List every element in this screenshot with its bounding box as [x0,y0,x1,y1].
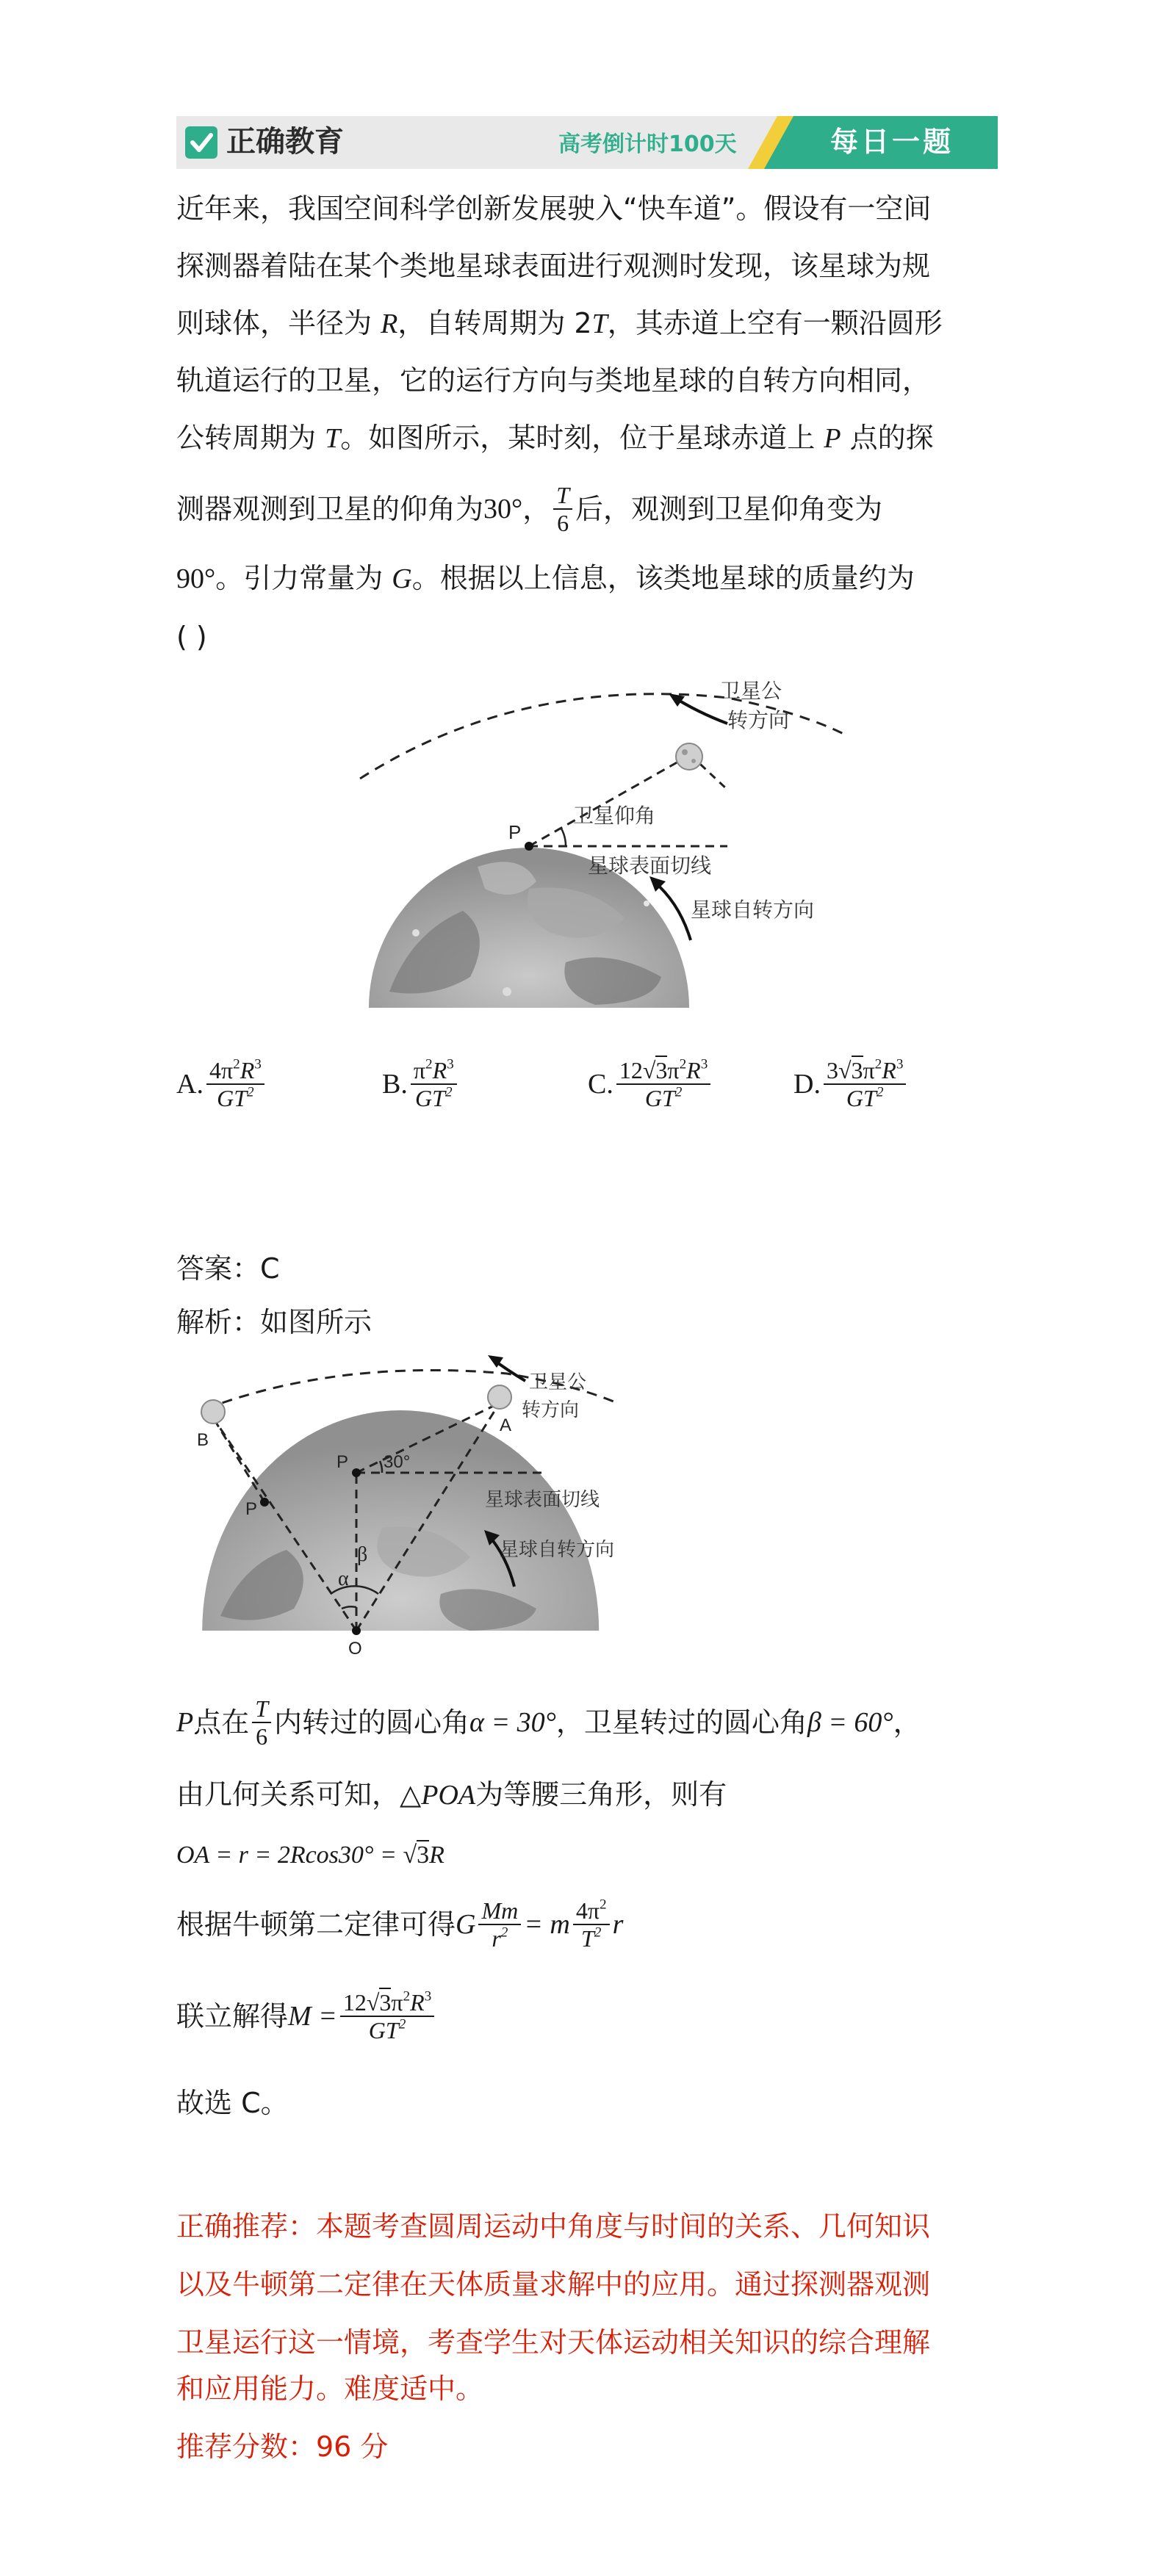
analysis-intro: 解析：如图所示 [176,1306,373,1338]
figure-1-diagram [345,668,860,1014]
solution-line-5: 联立解得 M = $\frac{12√3\pi^2R^3}{GT^2}$ [176,1976,437,2057]
label-alpha: α [338,1567,349,1590]
label-orbit-direction-2: 转方向 [727,708,790,732]
question-line-5: 公转周期为 T。如图所示，某时刻，位于星球赤道上 P 点的探 [176,422,934,454]
satellite-b-icon [201,1400,225,1424]
label-p-prime: P [245,1499,258,1519]
label-beta: β [357,1543,368,1566]
question-line-4: 轨道运行的卫星，它的运行方向与类地星球的自转方向相同， [176,364,931,397]
solution-line-1: P 点在 $\frac{T}{6}$ 内转过的圆心角 α = 30° ，卫星转过的圆心角 β = 60° ， [176,1695,921,1750]
label-orbit-direction-1: 卫星公 [720,679,782,703]
label-a: A [500,1415,512,1435]
question-line-3: 则球体，半径为 R，自转周期为 2T，其赤道上空有一颗沿圆形 [176,307,943,339]
label-tangent-2: 星球表面切线 [485,1489,600,1511]
question-line-1: 近年来，我国空间科学创新发展驶入“快车道”。假设有一空间 [176,192,932,225]
option-b-fraction: $\frac{\pi^2R^3}{GT^2}$ [411,1057,457,1111]
recommend-score: 推荐分数：96 分 [176,2431,389,2463]
label-spin-direction: 星球自转方向 [691,898,815,922]
figure-2-diagram [191,1352,661,1660]
solution-line-2: 由几何关系可知，△POA为等腰三角形，则有 [176,1778,727,1811]
answer-text: 答案：C [176,1252,280,1285]
recommend-line-3: 卫星运行这一情境，考查学生对天体运动相关知识的综合理解 [176,2326,931,2359]
solution-line-4: 根据牛顿第二定律可得 G $\frac{Mm}{r^2}$ = m $\frac{4\pi^2}{T^2}$ r [176,1897,624,1952]
option-b[interactable]: B. $\frac{\pi^2R^3}{GT^2}$ [382,1047,460,1121]
solution-line-3: OA = r = 2Rcos30° = √3R [176,1841,445,1869]
point-p-prime [260,1498,269,1507]
fraction-4pi2-over-t2: $\frac{4\pi^2}{T^2}$ [573,1897,610,1952]
label-30-deg: 30° [384,1452,411,1472]
label-p: P [508,821,522,843]
label-tangent: 星球表面切线 [588,854,712,878]
question-line-6: 测器观测到卫星的仰角为 30° ， $\frac{T}{6}$ 后，观测到卫星仰角变为 [176,482,883,536]
point-p [352,1468,361,1477]
question-line-2: 探测器着陆在某个类地星球表面进行观测时发现，该星球为规 [176,250,931,282]
question-answer-blank: ( ) [176,621,207,653]
option-c-fraction: $\frac{12√3\pi^2R^3}{GT^2}$ [616,1057,710,1111]
option-a[interactable]: A. $\frac{4\pi^2R^3}{GT^2}$ [176,1047,267,1121]
fraction-t-over-6: $\frac{T}{6}$ [553,482,572,536]
checkmark-logo-icon [184,125,219,160]
satellite-icon [676,743,702,770]
point-p [525,842,533,851]
question-line-7: 90°。引力常量为 G。根据以上信息，该类地星球的质量约为 [176,562,915,594]
option-c[interactable]: C. $\frac{12√3\pi^2R^3}{GT^2}$ [588,1047,713,1121]
satellite-a-icon [488,1385,511,1409]
sqrt-symbol: √ [642,1057,656,1083]
recommend-line-2: 以及牛顿第二定律在天体质量求解中的应用。通过探测器观测 [176,2268,931,2301]
label-spin-direction-2: 星球自转方向 [500,1539,615,1561]
label-orbit-direction-2a: 卫星公 [529,1371,587,1393]
label-elevation-angle: 卫星仰角 [573,804,656,828]
label-b: B [197,1430,209,1450]
brand-name: 正确教育 [226,125,344,159]
elevation-angle-arc [561,829,566,846]
fraction-t-over-6-b: $\frac{T}{6}$ [252,1695,271,1750]
option-a-fraction: $\frac{4\pi^2R^3}{GT^2}$ [206,1057,264,1111]
option-d[interactable]: D. $\frac{3√3\pi^2R^3}{GT^2}$ [793,1047,909,1121]
fraction-final-mass: $\frac{12√3\pi^2R^3}{GT^2}$ [340,1989,434,2043]
countdown-text: 高考倒计时100天 [558,131,737,157]
label-p-2: P [337,1452,349,1472]
point-o [352,1626,361,1635]
planet-hemisphere-2 [202,1410,599,1631]
label-orbit-direction-2b: 转方向 [522,1399,580,1421]
line-of-sight [529,758,685,846]
sqrt-symbol: √ [838,1057,852,1083]
header-banner [176,116,998,169]
option-d-fraction: $\frac{3√3\pi^2R^3}{GT^2}$ [824,1057,906,1111]
solution-conclusion: 故选 C。 [176,2087,289,2119]
recommend-line-4: 和应用能力。难度适中。 [176,2373,484,2405]
satellite-orbit [360,694,845,779]
banner-title: 每日一题 [830,126,954,158]
recommend-line-1: 正确推荐：本题考查圆周运动中角度与时间的关系、几何知识 [176,2210,931,2243]
label-o: O [348,1639,362,1659]
fraction-mm-over-r2: $\frac{Mm}{r^2}$ [478,1897,521,1952]
